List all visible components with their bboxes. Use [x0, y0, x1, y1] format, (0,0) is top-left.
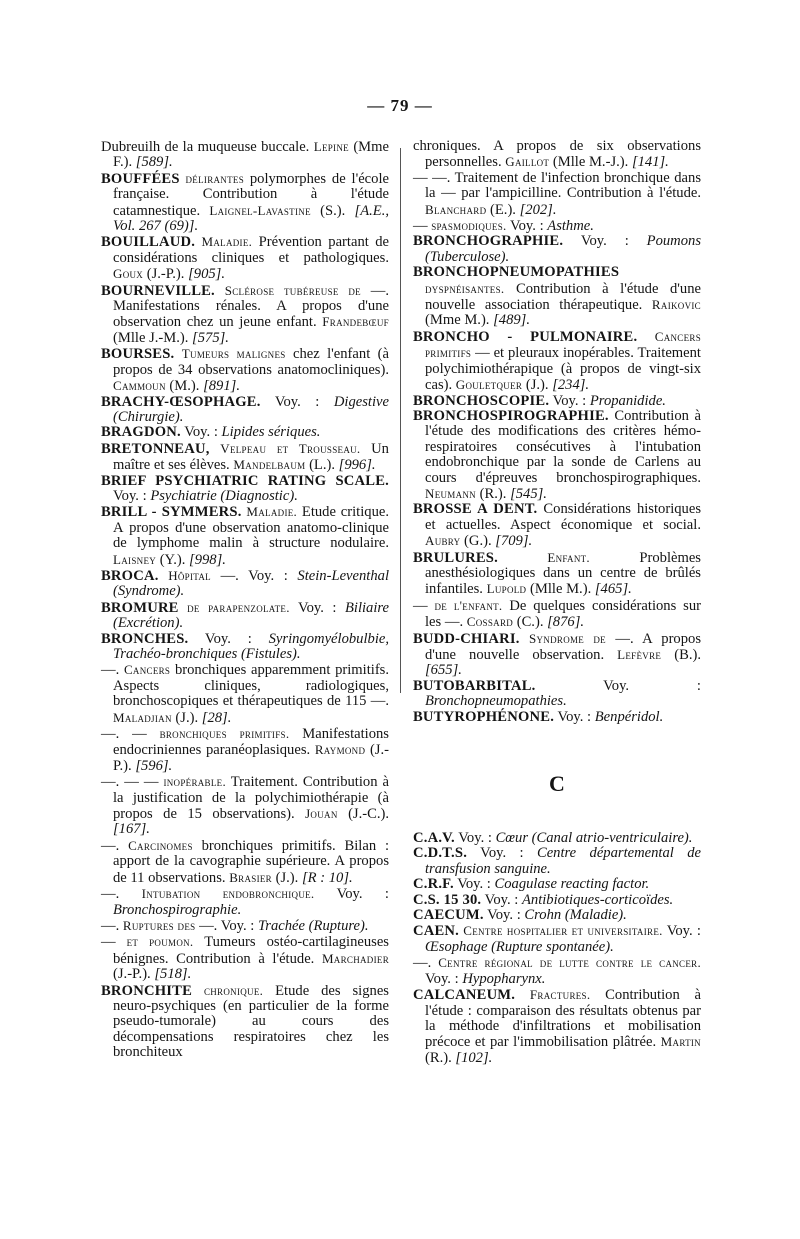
- entry-text: Voy. :: [563, 233, 647, 250]
- entry-headword: BOUFFÉES: [101, 170, 180, 187]
- entry-text: —.: [101, 662, 124, 679]
- entry-headword: BROSSE A DENT.: [413, 501, 538, 518]
- entry-italic: [A.E., Vol. 267 (69)].: [113, 202, 389, 235]
- index-entry: [101, 234, 389, 282]
- entry-smallcaps: Jouan: [305, 806, 338, 822]
- entry-text: (L.).: [305, 457, 339, 474]
- entry-text: —. Voy. :: [210, 567, 298, 584]
- entry-text: [637, 329, 654, 345]
- entry-smallcaps: Lepine: [313, 139, 349, 154]
- entry-headword: BRAGDON.: [101, 424, 181, 441]
- entry-italic: Psychiatrie (Diagnostic).: [150, 487, 298, 504]
- entry-italic: Centre départemental de transfusion sanguine.: [425, 845, 701, 877]
- entry-smallcaps: Enfant.: [547, 549, 590, 565]
- index-entry: [413, 171, 701, 218]
- entry-text: —.: [101, 917, 123, 934]
- entry-italic: [141].: [631, 154, 669, 171]
- entry-smallcaps: Martin: [660, 1034, 701, 1050]
- entry-text: Voy. :: [506, 218, 548, 235]
- entry-text: Voy. :: [289, 599, 345, 616]
- entry-text: Voy. :: [481, 891, 522, 908]
- entry-italic: Bronchospirographie.: [113, 901, 242, 918]
- entry-italic: [102].: [455, 1049, 493, 1066]
- entry-text: —: [413, 218, 432, 235]
- entry-headword: BRONCHOGRAPHIE.: [413, 233, 564, 250]
- entry-smallcaps: Fractures.: [529, 987, 591, 1003]
- entry-italic: [28].: [201, 709, 232, 726]
- entry-text: —. — —: [101, 774, 164, 791]
- entry-italic: Biliaire (Excrétion).: [113, 599, 390, 632]
- entry-text: Etude des signes neuro-psychiques (en particulier de la forme pseudo-tumorale) au cours des décompensations respiratoires chez les bronchiteux: [113, 982, 389, 1061]
- entry-text: Voy. :: [554, 708, 595, 725]
- entry-italic: Stein-Leventhal (Syndrome).: [113, 567, 389, 600]
- entry-text: [498, 550, 547, 566]
- index-entry: [101, 474, 389, 505]
- entry-text: (M.).: [165, 378, 204, 395]
- entry-text: — —. Traitement de l'infection bronchique dans la — par l'ampicilline. Contribution à l'étude.: [413, 169, 701, 202]
- entry-headword: BUDD-CHIARI.: [413, 630, 520, 647]
- entry-italic: Digestive (Chirurgie).: [113, 393, 389, 425]
- entry-italic: [202].: [519, 201, 557, 218]
- entry-smallcaps: de parapenzolate.: [187, 599, 290, 615]
- entry-text: polymorphes de l'école française. Contribution à l'étude catamnestique.: [113, 170, 389, 219]
- entry-text: Traitement. Contribution à la justification de la polychimiothérapie (à propos de 15 observations).: [113, 774, 389, 823]
- entry-text: (Mme F.).: [113, 139, 389, 171]
- index-entry: [101, 346, 389, 394]
- entry-text: —: [101, 934, 127, 951]
- entry-headword: C.S. 15 30.: [413, 891, 482, 908]
- entry-italic: [996].: [338, 457, 376, 474]
- entry-text: chroniques. A propos de six observations personnelles.: [413, 138, 701, 171]
- entry-smallcaps: bronchiques primitifs.: [159, 726, 290, 742]
- entry-smallcaps: Frandebœuf: [322, 314, 389, 330]
- entry-smallcaps: Raikovic: [651, 297, 701, 313]
- entry-italic: [518].: [154, 966, 192, 983]
- entry-italic: Cœur (Canal atrio-ventriculaire).: [495, 830, 693, 847]
- entry-italic: Syringomyélobulbie, Trachéo-bronchiques (Fistules).: [113, 630, 389, 662]
- entry-text: — et pleuraux inopérables. Traitement polychimiothérapique (à propos de vingt-six cas).: [425, 345, 701, 394]
- entry-text: (R.).: [476, 485, 511, 502]
- entry-italic: [234].: [552, 377, 590, 394]
- index-entry: [413, 329, 701, 394]
- entry-italic: [891].: [203, 378, 240, 395]
- entry-text: (G.).: [460, 533, 496, 550]
- entry-italic: [876].: [547, 614, 585, 631]
- entry-text: Voy. :: [314, 886, 389, 903]
- entry-headword: BRILL - SYMMERS.: [101, 504, 242, 521]
- entry-headword: BUTYROPHÉNONE.: [413, 708, 555, 725]
- entry-headword: CALCANEUM.: [413, 987, 516, 1004]
- index-entry: [101, 934, 389, 982]
- entry-text: Un maître et ses élèves.: [113, 440, 389, 474]
- entry-text: (J.-P.).: [143, 266, 189, 283]
- entry-text: De quelques considérations sur les —.: [425, 597, 701, 631]
- entry-text: (Mlle M.).: [526, 581, 595, 598]
- entry-italic: [709].: [495, 533, 533, 550]
- entry-text: Voy. :: [188, 630, 269, 647]
- entry-text: (J.-C.).: [337, 806, 390, 823]
- entry-headword: BOURSES.: [101, 346, 175, 363]
- entry-headword: BROMURE: [101, 599, 179, 616]
- entry-smallcaps: Ruptures des: [122, 917, 196, 933]
- entry-text: —: [413, 597, 435, 614]
- index-entry: [413, 265, 701, 329]
- entry-headword: BRONCHO - PULMONAIRE.: [413, 328, 638, 345]
- entry-text: Voy. :: [662, 923, 701, 940]
- entry-italic: Crohn (Maladie).: [524, 907, 627, 924]
- entry-italic: Poumons (Tuberculose).: [425, 233, 701, 265]
- entry-text: Voy. :: [180, 424, 222, 441]
- entry-headword: BOUILLAUD.: [101, 234, 196, 251]
- entry-smallcaps: Aubry: [425, 533, 461, 549]
- entry-headword: BRIEF PSYCHIATRIC RATING SCALE.: [101, 472, 389, 489]
- index-entry: [101, 395, 389, 426]
- entry-text: Contribution à l'étude d'une nouvelle association thérapeutique.: [425, 280, 701, 314]
- entry-italic: [R : 10].: [301, 869, 353, 886]
- entry-smallcaps: Raymond: [314, 742, 366, 758]
- index-entry: [413, 598, 701, 631]
- entry-text: Dubreuilh de la muqueuse buccale.: [101, 139, 314, 155]
- entry-smallcaps: Gaillot: [505, 154, 550, 170]
- entry-italic: [489].: [493, 312, 531, 329]
- index-entry: [413, 139, 701, 171]
- entry-italic: Lipides sériques.: [221, 424, 321, 441]
- index-entry: [101, 662, 389, 726]
- entry-smallcaps: délirantes: [185, 170, 244, 186]
- entry-text: Contribution à l'étude des modifications des critères hémo-respiratoires consécutives à l'intubation endobronchique par la sonde de Carlens au cours d'épreuves bronchospirographiques.: [425, 407, 701, 486]
- entry-text: —. —: [101, 726, 160, 743]
- entry-italic: Trachée (Rupture).: [258, 917, 369, 934]
- entry-smallcaps: Laisney: [113, 551, 157, 567]
- entry-text: Voy. :: [467, 845, 537, 862]
- entry-headword: CAEN.: [413, 923, 459, 940]
- entry-text: Voy. :: [260, 393, 334, 410]
- entry-smallcaps: Maladjian: [113, 709, 172, 725]
- entry-smallcaps: Blanchard: [425, 201, 487, 217]
- index-entry: [413, 877, 701, 892]
- entry-text: [215, 283, 225, 299]
- entry-text: (Mlle J.-M.).: [113, 329, 193, 346]
- entry-smallcaps: Tumeurs malignes: [181, 346, 286, 362]
- index-entry: [101, 726, 389, 774]
- entry-smallcaps: et poumon.: [126, 934, 194, 950]
- entry-headword: BOURNEVILLE.: [101, 282, 215, 299]
- entry-italic: [589].: [135, 154, 173, 171]
- entry-text: (J.-P.).: [113, 966, 155, 983]
- index-entry: [413, 409, 701, 502]
- entry-smallcaps: Velpeau et Trousseau.: [220, 440, 361, 456]
- index-entry: [101, 918, 389, 934]
- entry-smallcaps: Centre hospitalier et universitaire.: [463, 923, 663, 939]
- entry-smallcaps: Gouletquer: [455, 377, 523, 393]
- entry-text: (Y.).: [156, 551, 190, 568]
- entry-smallcaps: dyspnéisantes.: [425, 280, 505, 296]
- entry-smallcaps: Centre régional de lutte contre le cancer.: [438, 955, 702, 971]
- index-entry: [413, 550, 701, 598]
- index-entry: [101, 283, 389, 347]
- entry-text: —.: [101, 837, 129, 854]
- index-entry: [101, 774, 389, 838]
- entry-smallcaps: Lefèvre: [617, 647, 662, 662]
- entry-headword: BRONCHES.: [101, 630, 189, 647]
- entry-smallcaps: Cammoun: [113, 378, 166, 394]
- entry-smallcaps: Maladie.: [246, 504, 298, 520]
- entry-text: Voy. :: [113, 487, 151, 504]
- index-entry: [101, 886, 389, 918]
- entry-text: (E.).: [486, 201, 520, 218]
- entry-headword: BRONCHOSPIROGRAPHIE.: [413, 407, 609, 424]
- entry-italic: Bronchopneumopathies.: [425, 693, 567, 710]
- entry-italic: [655].: [425, 662, 462, 679]
- entry-headword: BRONCHITE: [101, 982, 193, 999]
- entry-text: (J.).: [522, 377, 553, 394]
- entry-text: Voy. :: [535, 677, 701, 694]
- entry-text: —.: [101, 886, 142, 903]
- index-entry: [413, 218, 701, 234]
- index-entry: [413, 502, 701, 549]
- entry-smallcaps: Goux: [113, 266, 144, 282]
- entry-text: (B.).: [661, 647, 701, 663]
- entry-text: —. A propos d'une nouvelle observation.: [425, 630, 702, 663]
- index-entry: [413, 679, 701, 710]
- entry-text: Voy. :: [425, 970, 463, 987]
- entry-text: —.: [413, 955, 439, 972]
- entry-text: [174, 346, 181, 362]
- entry-headword: C.R.F.: [413, 876, 454, 893]
- right-column-b-entries: [413, 139, 701, 725]
- entry-italic: Propanidide.: [589, 392, 666, 409]
- entry-smallcaps: spasmodiques.: [431, 218, 507, 234]
- entry-text: Prévention partant de considérations cliniques et pathologiques.: [113, 234, 389, 266]
- entry-text: (J.).: [171, 709, 202, 726]
- entry-smallcaps: Cancers: [123, 662, 171, 678]
- entry-smallcaps: Maladie.: [201, 234, 253, 250]
- entry-smallcaps: inopérable.: [163, 774, 227, 790]
- index-entry: [101, 441, 389, 474]
- index-entry: [101, 425, 389, 440]
- index-entry: [101, 600, 389, 632]
- entry-italic: Hypopharynx.: [462, 970, 546, 987]
- column-divider: [400, 148, 401, 693]
- index-entry: [413, 631, 701, 679]
- entry-text: (S.).: [310, 202, 355, 219]
- entry-text: (J.-P.).: [113, 742, 389, 774]
- entry-text: Tumeurs ostéo-cartilagineuses bénignes. Contribution à l'étude.: [113, 934, 389, 967]
- page-number: — 79 —: [367, 96, 433, 115]
- entry-text: (R.).: [425, 1049, 456, 1066]
- entry-text: (Mlle M.-J.).: [549, 154, 632, 171]
- entry-text: [210, 441, 221, 457]
- entry-smallcaps: Mandelbaum: [233, 457, 306, 473]
- index-entry: [413, 234, 701, 265]
- index-entry: [413, 923, 701, 955]
- entry-text: —. Voy. :: [195, 917, 258, 934]
- entry-text: (Mme M.).: [425, 312, 494, 329]
- entry-text: Voy. :: [454, 830, 496, 847]
- entry-smallcaps: Intubation endobronchique.: [141, 886, 315, 902]
- entry-headword: BROCA.: [101, 567, 159, 584]
- entry-headword: BRONCHOSCOPIE.: [413, 392, 550, 409]
- entry-italic: Œsophage (Rupture spontanée).: [425, 938, 614, 955]
- entry-text: (J.).: [271, 869, 302, 886]
- entry-text: —. Manifestations rénales. A propos d'une observation chez un jeune enfant.: [113, 282, 390, 331]
- entry-italic: [167].: [113, 821, 150, 838]
- index-entry: [413, 394, 701, 409]
- entry-italic: [575].: [192, 329, 229, 346]
- entry-smallcaps: Lupold: [486, 581, 527, 597]
- entry-headword: BRACHY-ŒSOPHAGE.: [101, 393, 261, 410]
- entry-headword: C.D.T.S.: [413, 845, 468, 862]
- entry-text: Voy. :: [549, 392, 590, 409]
- index-entry: [101, 632, 389, 663]
- entry-text: Etude critique. A propos d'une observation anatomo-clinique de lymphome malin à structure nodulaire.: [113, 504, 389, 552]
- entry-headword: BRONCHOPNEUMOPATHIES: [413, 264, 620, 281]
- entry-smallcaps: de l'enfant.: [434, 597, 503, 613]
- entry-italic: [465].: [594, 581, 632, 598]
- entry-smallcaps: Hôpital: [168, 567, 211, 583]
- entry-italic: Antibiotiques-corticoïdes.: [521, 891, 674, 908]
- entry-text: [515, 987, 530, 1003]
- entry-text: [159, 568, 169, 584]
- entry-smallcaps: chronique.: [203, 982, 264, 998]
- index-entry: [101, 568, 389, 600]
- entry-smallcaps: Laignel-Lavastine: [209, 202, 311, 218]
- section-letter: C: [549, 771, 565, 797]
- entry-italic: [596].: [135, 757, 173, 774]
- left-column: [101, 139, 389, 1061]
- index-entry: [101, 171, 389, 235]
- index-entry: [413, 893, 701, 908]
- entry-smallcaps: Carcinomes: [128, 837, 193, 853]
- entry-smallcaps: Brasier: [229, 869, 272, 885]
- entry-smallcaps: Syndrome de: [528, 630, 606, 646]
- entry-italic: [998].: [189, 551, 226, 568]
- entry-text: Considérations historiques et actuelles. Aspect économique et social.: [425, 501, 702, 533]
- entry-smallcaps: Cancers primitifs: [425, 328, 701, 361]
- entry-headword: CAECUM.: [413, 907, 484, 924]
- entry-text: Contribution à l'étude : comparaison des résultats obtenus par la méthode d'infiltrations et mobilisation précoce et par l'immobilisation plâtrée.: [425, 987, 701, 1051]
- entry-text: [192, 983, 204, 999]
- entry-text: bronchiques apparemment primitifs. Aspects cliniques, radiologiques, bronchoscopiques et thérapeutiques de 115 —.: [113, 662, 390, 710]
- index-entry: [413, 831, 701, 846]
- entry-italic: Coagulase reacting factor.: [494, 876, 650, 893]
- entry-headword: BRETONNEAU,: [101, 440, 210, 457]
- right-column-c-entries: [413, 831, 701, 1066]
- entry-text: Manifestations endocriniennes paranéoplasiques.: [113, 726, 389, 759]
- entry-headword: BUTOBARBITAL.: [413, 677, 536, 694]
- entry-headword: C.A.V.: [413, 830, 455, 847]
- entry-italic: [905].: [188, 266, 225, 283]
- index-entry: [413, 710, 701, 725]
- entry-italic: Asthme.: [547, 218, 594, 235]
- entry-smallcaps: Neumann: [425, 485, 476, 501]
- entry-headword: BRULURES.: [413, 549, 498, 566]
- right-column: [413, 139, 701, 1066]
- index-entry: [413, 846, 701, 877]
- index-entry: [413, 987, 701, 1066]
- entry-text: Voy. :: [483, 907, 525, 924]
- entry-italic: [545].: [510, 485, 547, 502]
- index-entry: [101, 504, 389, 568]
- entry-smallcaps: Marchadier: [321, 950, 389, 966]
- entry-text: chez l'enfant (à propos de 34 observations anatomocliniques).: [113, 346, 389, 378]
- entry-text: [520, 631, 529, 647]
- entry-text: Problèmes anesthésiologiques dans un centre de brûlés infantiles.: [425, 549, 701, 598]
- entry-smallcaps: Sclérose tubéreuse de: [224, 282, 361, 298]
- index-entry: [101, 139, 389, 171]
- entry-text: bronchiques primitifs. Bilan : apport de la cavographie supérieure. A propos de 11 observations.: [113, 837, 390, 886]
- entry-text: (C.).: [513, 614, 548, 631]
- index-entry: [413, 908, 701, 923]
- entry-text: [179, 600, 188, 616]
- index-entry: [101, 838, 389, 886]
- index-entry: [101, 983, 389, 1061]
- index-entry: [413, 955, 701, 987]
- entry-smallcaps: Cossard: [466, 614, 514, 630]
- entry-text: Voy. :: [453, 876, 495, 893]
- entry-italic: Benpéridol.: [594, 708, 664, 725]
